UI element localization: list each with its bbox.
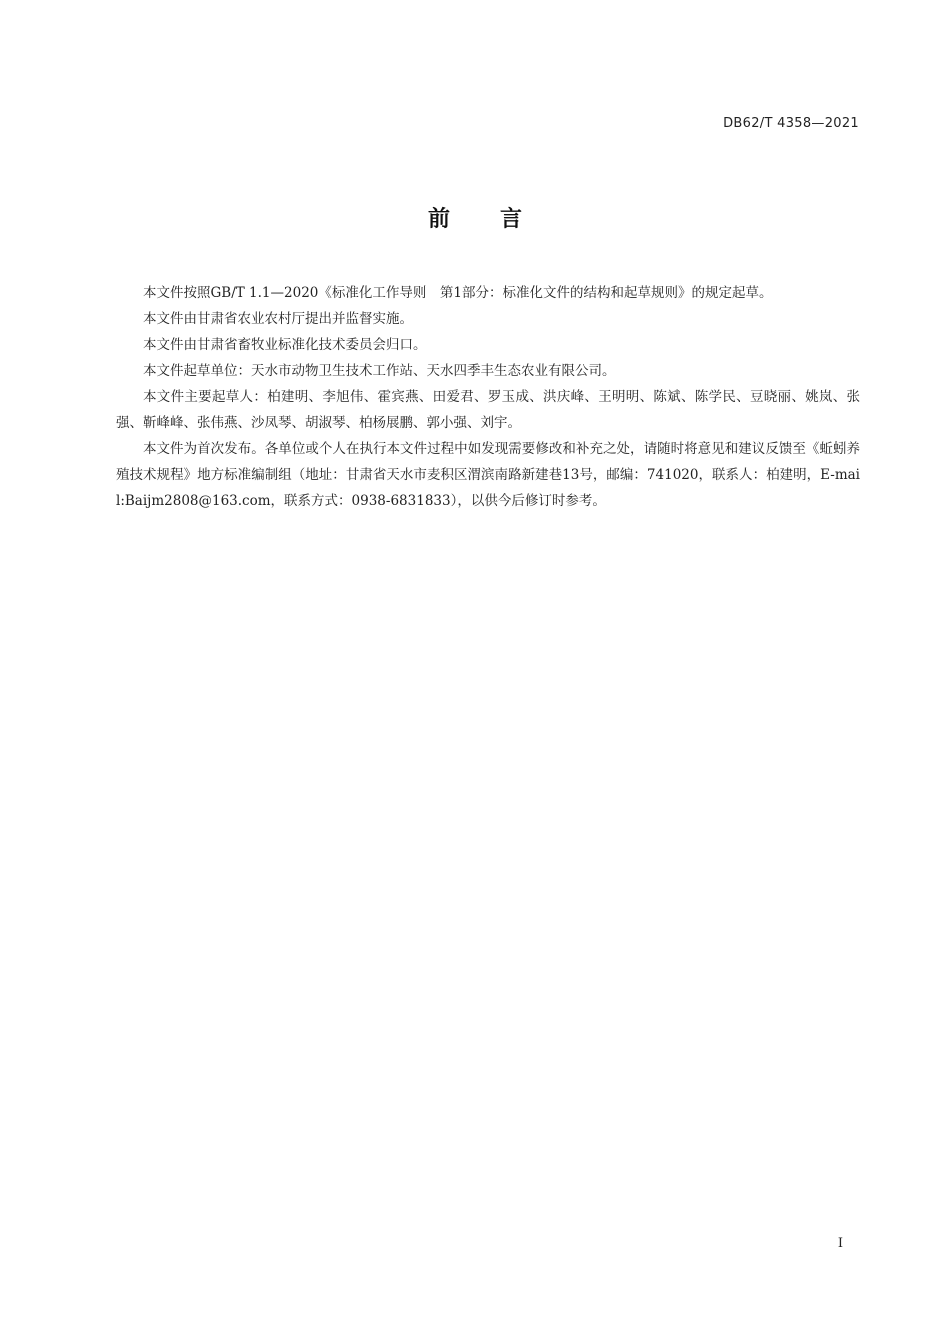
paragraph-drafting-rules: 本文件按照GB/T 1.1—2020《标准化工作导则 第1部分：标准化文件的结构和起草规则》的规定起草。 [143,285,773,301]
title-char-1: 前 [427,207,450,232]
paragraph-proposer: 本文件由甘肃省农业农村厅提出并监督实施。 [143,311,413,327]
page-number: I [837,1236,843,1251]
paragraph-drafting-units: 本文件起草单位：天水市动物卫生技术工作站、天水四季丰生态农业有限公司。 [143,363,616,379]
title-char-2: 言 [500,207,523,232]
foreword-body [116,280,860,514]
paragraph-committee: 本文件由甘肃省畜牧业标准化技术委员会归口。 [143,337,427,353]
page-title [0,202,950,233]
paragraph-drafters: 本文件主要起草人：柏建明、李旭伟、霍宾燕、田爱君、罗玉成、洪庆峰、王明明、陈斌、陈学民、豆晓丽、姚岚、张强、靳峰峰、张伟燕、沙凤琴、胡淑琴、柏杨展鹏、郭小强、刘宇。 [116,389,860,431]
paragraph-feedback: 本文件为首次发布。各单位或个人在执行本文件过程中如发现需要修改和补充之处，请随时将意见和建议反馈至《蚯蚓养殖技术规程》地方标准编制组（地址：甘肃省天水市麦积区渭滨南路新建巷13号，邮编：741020，联系人：柏建明，E-mail:Baijm2808@163.com，联系方式：0938-6831833），以供今后修订时参考。 [116,441,860,509]
document-code: DB62/T 4358—2021 [723,116,859,131]
